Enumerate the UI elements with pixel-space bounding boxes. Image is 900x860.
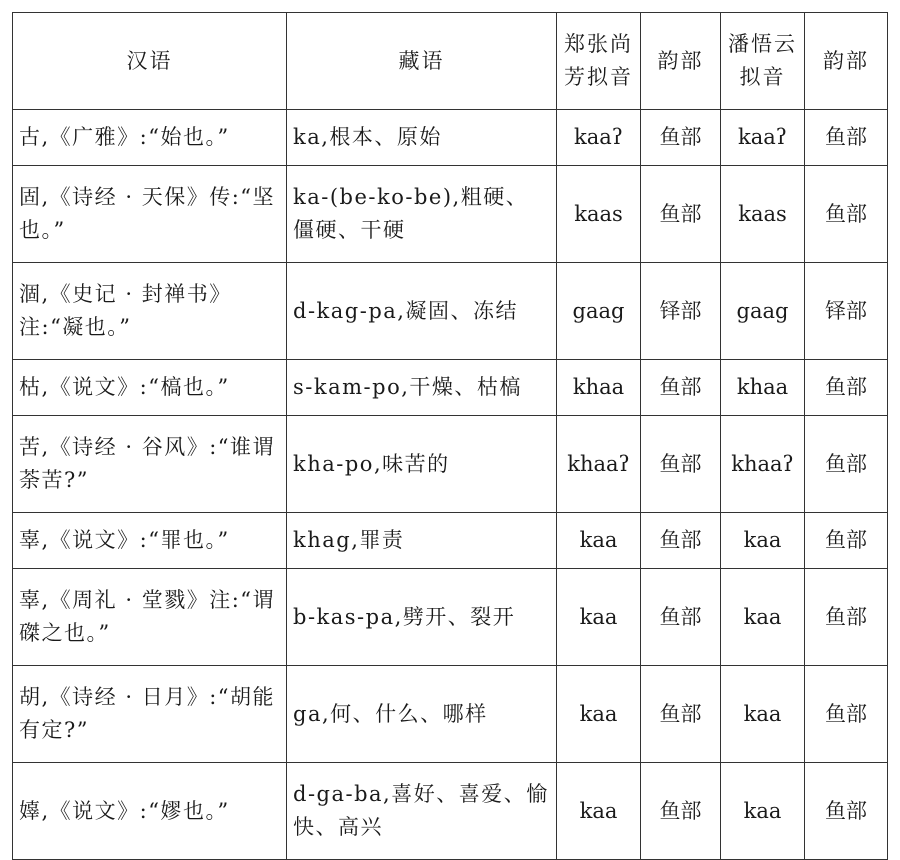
cell-pan: kaa xyxy=(721,513,805,569)
cell-tibetan: ga,何、什么、哪样 xyxy=(287,666,557,763)
header-tibetan: 藏语 xyxy=(287,13,557,110)
header-pan-reconstruction: 潘悟云拟音 xyxy=(721,13,805,110)
cell-zhengzhang: kaa xyxy=(557,569,641,666)
cell-rhyme-2: 鱼部 xyxy=(805,569,888,666)
cell-chinese: 枯,《说文》:“槁也。” xyxy=(13,360,287,416)
header-row xyxy=(13,13,888,110)
cell-zhengzhang: kaa xyxy=(557,513,641,569)
header-zhengzhang-reconstruction: 郑张尚芳拟音 xyxy=(557,13,641,110)
cell-rhyme-1: 鱼部 xyxy=(641,416,721,513)
cell-zhengzhang: kaas xyxy=(557,166,641,263)
cell-rhyme-1: 鱼部 xyxy=(641,360,721,416)
cell-zhengzhang: gaag xyxy=(557,263,641,360)
cell-rhyme-2: 鱼部 xyxy=(805,513,888,569)
cell-pan: kaa xyxy=(721,666,805,763)
table-row xyxy=(13,763,888,860)
cell-tibetan: s-kam-po,干燥、枯槁 xyxy=(287,360,557,416)
cell-pan: kaas xyxy=(721,166,805,263)
table-row xyxy=(13,416,888,513)
cell-tibetan: kha-po,味苦的 xyxy=(287,416,557,513)
cell-tibetan: d-kag-pa,凝固、冻结 xyxy=(287,263,557,360)
header-chinese: 汉语 xyxy=(13,13,287,110)
cell-chinese: 嫴,《说文》:“嫪也。” xyxy=(13,763,287,860)
cell-tibetan: b-kas-pa,劈开、裂开 xyxy=(287,569,557,666)
cell-rhyme-2: 鱼部 xyxy=(805,166,888,263)
cell-rhyme-1: 鱼部 xyxy=(641,110,721,166)
cell-rhyme-2: 鱼部 xyxy=(805,763,888,860)
table-row xyxy=(13,110,888,166)
cell-chinese: 辜,《周礼 · 堂戮》注:“谓磔之也。” xyxy=(13,569,287,666)
cell-zhengzhang: kaa xyxy=(557,666,641,763)
cell-pan: kaa xyxy=(721,763,805,860)
cell-rhyme-2: 鱼部 xyxy=(805,360,888,416)
cell-chinese: 涸,《史记 · 封禅书》注:“凝也。” xyxy=(13,263,287,360)
cell-chinese: 胡,《诗经 · 日月》:“胡能有定?” xyxy=(13,666,287,763)
cell-zhengzhang: khaa xyxy=(557,360,641,416)
cell-rhyme-1: 铎部 xyxy=(641,263,721,360)
cell-rhyme-1: 鱼部 xyxy=(641,569,721,666)
cell-rhyme-2: 鱼部 xyxy=(805,110,888,166)
table-row xyxy=(13,666,888,763)
cell-chinese: 辜,《说文》:“罪也。” xyxy=(13,513,287,569)
cell-zhengzhang: khaaʔ xyxy=(557,416,641,513)
table-row xyxy=(13,513,888,569)
comparison-table xyxy=(12,12,888,860)
table-row xyxy=(13,360,888,416)
header-rhyme-group-1: 韵部 xyxy=(641,13,721,110)
cell-rhyme-1: 鱼部 xyxy=(641,166,721,263)
cell-chinese: 固,《诗经 · 天保》传:“坚也。” xyxy=(13,166,287,263)
table-row xyxy=(13,569,888,666)
table-row xyxy=(13,166,888,263)
cell-rhyme-1: 鱼部 xyxy=(641,513,721,569)
cell-tibetan: d-ga-ba,喜好、喜爱、愉快、高兴 xyxy=(287,763,557,860)
cell-rhyme-2: 铎部 xyxy=(805,263,888,360)
cell-zhengzhang: kaaʔ xyxy=(557,110,641,166)
cell-chinese: 古,《广雅》:“始也。” xyxy=(13,110,287,166)
cell-pan: gaag xyxy=(721,263,805,360)
cell-chinese: 苦,《诗经 · 谷风》:“谁谓荼苦?” xyxy=(13,416,287,513)
cell-zhengzhang: kaa xyxy=(557,763,641,860)
cell-tibetan: ka,根本、原始 xyxy=(287,110,557,166)
table-row xyxy=(13,263,888,360)
cell-pan: khaaʔ xyxy=(721,416,805,513)
cell-rhyme-2: 鱼部 xyxy=(805,416,888,513)
header-rhyme-group-2: 韵部 xyxy=(805,13,888,110)
cell-rhyme-1: 鱼部 xyxy=(641,666,721,763)
cell-rhyme-1: 鱼部 xyxy=(641,763,721,860)
cell-rhyme-2: 鱼部 xyxy=(805,666,888,763)
cell-tibetan: ka-(be-ko-be),粗硬、僵硬、干硬 xyxy=(287,166,557,263)
cell-tibetan: khag,罪责 xyxy=(287,513,557,569)
cell-pan: kaa xyxy=(721,569,805,666)
cell-pan: kaaʔ xyxy=(721,110,805,166)
cell-pan: khaa xyxy=(721,360,805,416)
